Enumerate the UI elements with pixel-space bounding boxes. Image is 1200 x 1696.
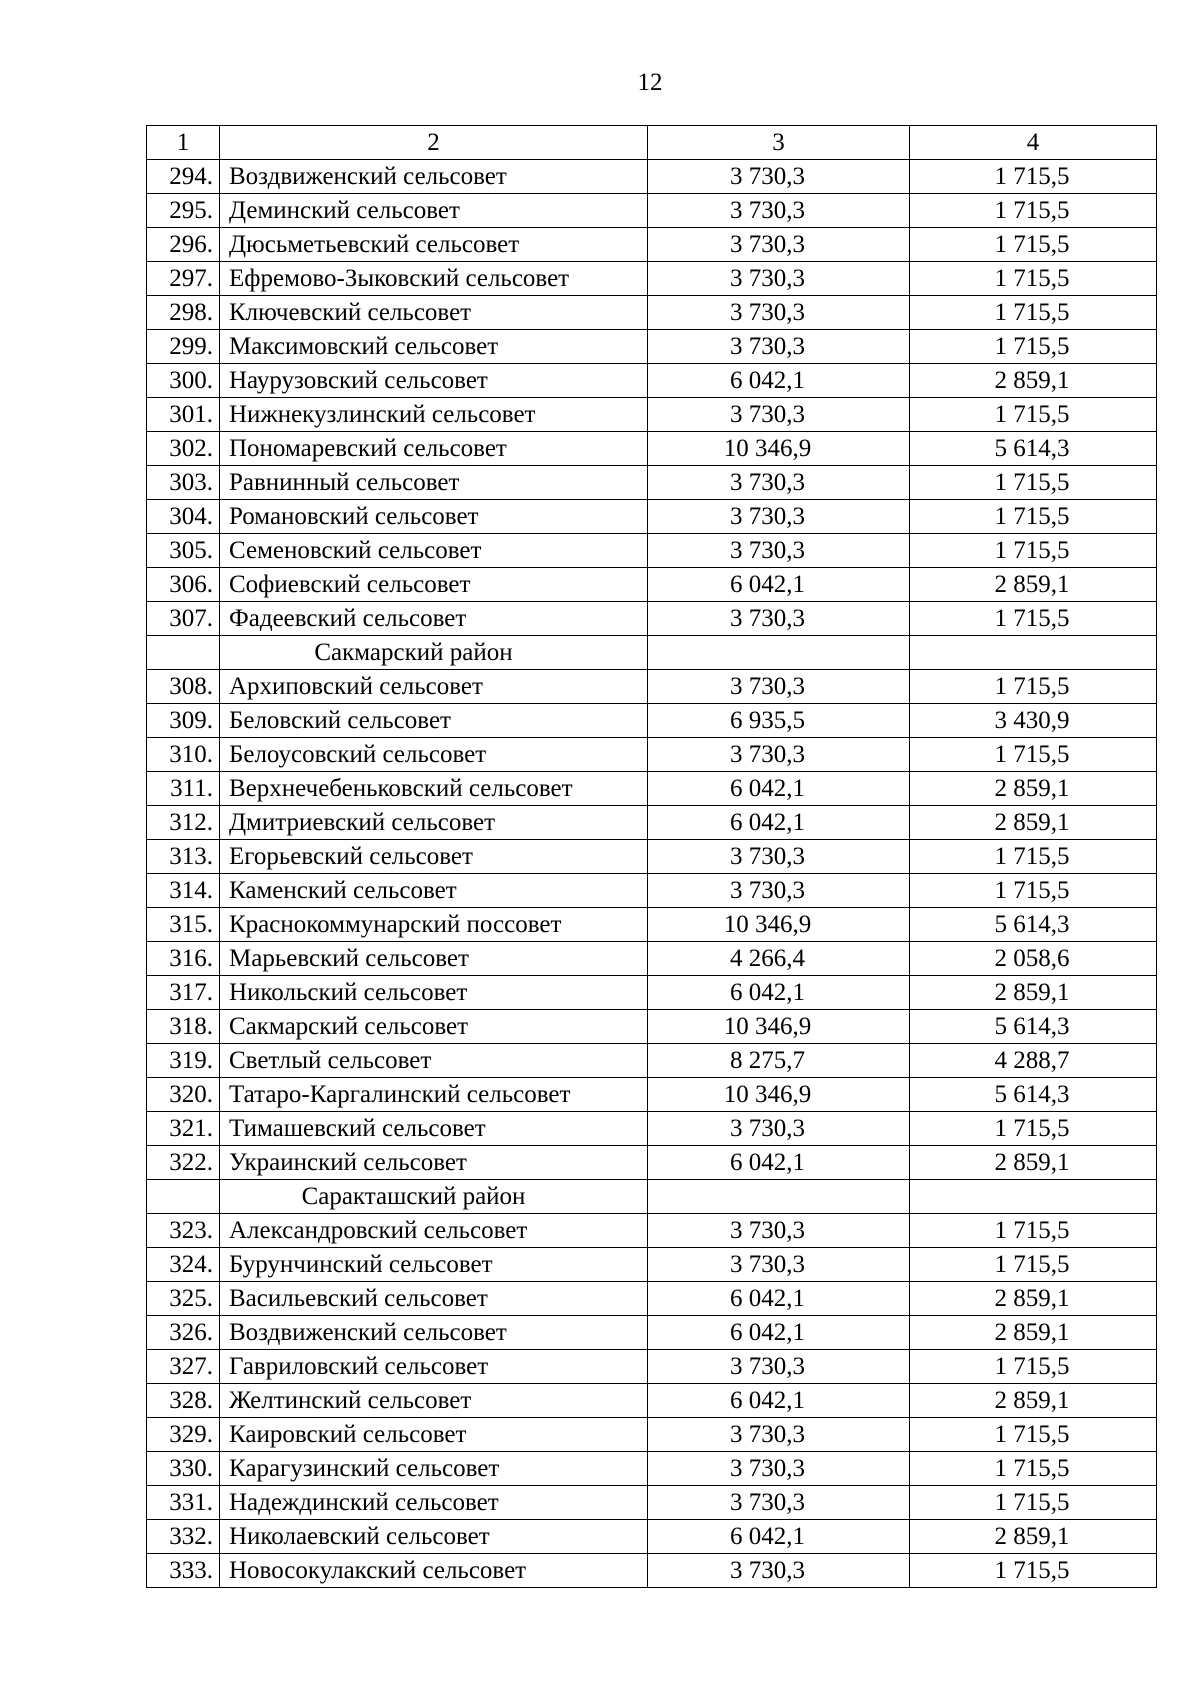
table-row xyxy=(147,806,1157,840)
row-value-col4: 5 614,3 xyxy=(910,1078,1157,1112)
row-value-col4: 1 715,5 xyxy=(910,602,1157,636)
row-name: Верхнечебеньковский сельсовет xyxy=(220,772,648,806)
row-value-col3: 3 730,3 xyxy=(648,1112,910,1146)
table-row xyxy=(147,942,1157,976)
table-row xyxy=(147,1078,1157,1112)
row-number: 331. xyxy=(147,1486,220,1520)
row-number: 333. xyxy=(147,1554,220,1588)
row-name: Дмитриевский сельсовет xyxy=(220,806,648,840)
row-value-col4: 1 715,5 xyxy=(910,1112,1157,1146)
row-number: 311. xyxy=(147,772,220,806)
row-number: 317. xyxy=(147,976,220,1010)
row-value-col3: 6 042,1 xyxy=(648,1520,910,1554)
row-value-col4: 1 715,5 xyxy=(910,1486,1157,1520)
row-name: Украинский сельсовет xyxy=(220,1146,648,1180)
row-value-col3: 3 730,3 xyxy=(648,534,910,568)
district-empty-cell xyxy=(910,1180,1157,1214)
table-row xyxy=(147,466,1157,500)
row-name: Марьевский сельсовет xyxy=(220,942,648,976)
table-row xyxy=(147,194,1157,228)
row-value-col3: 3 730,3 xyxy=(648,670,910,704)
row-name: Максимовский сельсовет xyxy=(220,330,648,364)
row-name: Фадеевский сельсовет xyxy=(220,602,648,636)
table-row xyxy=(147,1146,1157,1180)
row-number: 316. xyxy=(147,942,220,976)
row-name: Равнинный сельсовет xyxy=(220,466,648,500)
table-row xyxy=(147,1112,1157,1146)
row-value-col4: 5 614,3 xyxy=(910,908,1157,942)
row-value-col4: 5 614,3 xyxy=(910,1010,1157,1044)
row-value-col4: 2 859,1 xyxy=(910,1146,1157,1180)
row-value-col3: 3 730,3 xyxy=(648,194,910,228)
row-number: 302. xyxy=(147,432,220,466)
row-value-col4: 1 715,5 xyxy=(910,840,1157,874)
row-number: 326. xyxy=(147,1316,220,1350)
table-body xyxy=(147,126,1157,1588)
row-value-col4: 2 859,1 xyxy=(910,568,1157,602)
table-header-row xyxy=(147,126,1157,160)
district-empty-cell xyxy=(648,1180,910,1214)
row-value-col3: 3 730,3 xyxy=(648,1452,910,1486)
table-row xyxy=(147,976,1157,1010)
row-number: 300. xyxy=(147,364,220,398)
row-value-col3: 3 730,3 xyxy=(648,1418,910,1452)
row-value-col3: 3 730,3 xyxy=(648,500,910,534)
row-value-col4: 1 715,5 xyxy=(910,738,1157,772)
table-row xyxy=(147,1486,1157,1520)
table-row xyxy=(147,1044,1157,1078)
row-number: 330. xyxy=(147,1452,220,1486)
row-number: 332. xyxy=(147,1520,220,1554)
table-row xyxy=(147,772,1157,806)
row-value-col4: 1 715,5 xyxy=(910,1554,1157,1588)
row-number: 315. xyxy=(147,908,220,942)
row-name: Каировский сельсовет xyxy=(220,1418,648,1452)
row-value-col3: 6 042,1 xyxy=(648,568,910,602)
table-row xyxy=(147,1214,1157,1248)
table-row xyxy=(147,296,1157,330)
header-col-2: 2 xyxy=(220,126,648,160)
row-value-col4: 2 859,1 xyxy=(910,1316,1157,1350)
row-value-col4: 2 058,6 xyxy=(910,942,1157,976)
table-row xyxy=(147,228,1157,262)
table-row xyxy=(147,1418,1157,1452)
row-number: 314. xyxy=(147,874,220,908)
row-value-col3: 3 730,3 xyxy=(648,160,910,194)
row-value-col4: 1 715,5 xyxy=(910,1452,1157,1486)
row-name: Светлый сельсовет xyxy=(220,1044,648,1078)
row-number: 299. xyxy=(147,330,220,364)
row-value-col3: 6 042,1 xyxy=(648,1384,910,1418)
row-name: Гавриловский сельсовет xyxy=(220,1350,648,1384)
row-number: 297. xyxy=(147,262,220,296)
row-name: Дюсьметьевский сельсовет xyxy=(220,228,648,262)
row-name: Романовский сельсовет xyxy=(220,500,648,534)
row-value-col4: 1 715,5 xyxy=(910,1350,1157,1384)
row-number: 303. xyxy=(147,466,220,500)
row-value-col3: 3 730,3 xyxy=(648,840,910,874)
row-name: Александровский сельсовет xyxy=(220,1214,648,1248)
table-row xyxy=(147,908,1157,942)
district-header-row xyxy=(147,636,1157,670)
table-row xyxy=(147,1316,1157,1350)
row-number: 306. xyxy=(147,568,220,602)
row-value-col4: 2 859,1 xyxy=(910,772,1157,806)
row-value-col3: 10 346,9 xyxy=(648,1078,910,1112)
row-value-col4: 1 715,5 xyxy=(910,874,1157,908)
row-name: Деминский сельсовет xyxy=(220,194,648,228)
row-number: 310. xyxy=(147,738,220,772)
row-value-col3: 3 730,3 xyxy=(648,466,910,500)
table-row xyxy=(147,534,1157,568)
row-value-col4: 1 715,5 xyxy=(910,194,1157,228)
row-value-col4: 1 715,5 xyxy=(910,500,1157,534)
row-value-col4: 1 715,5 xyxy=(910,534,1157,568)
row-number: 295. xyxy=(147,194,220,228)
row-value-col3: 3 730,3 xyxy=(648,398,910,432)
row-value-col4: 2 859,1 xyxy=(910,1282,1157,1316)
row-name: Каменский сельсовет xyxy=(220,874,648,908)
table-row xyxy=(147,738,1157,772)
row-value-col3: 3 730,3 xyxy=(648,1350,910,1384)
row-value-col4: 2 859,1 xyxy=(910,1520,1157,1554)
row-name: Сакмарский сельсовет xyxy=(220,1010,648,1044)
row-number: 309. xyxy=(147,704,220,738)
row-name: Ключевский сельсовет xyxy=(220,296,648,330)
row-name: Краснокоммунарский поссовет xyxy=(220,908,648,942)
row-name: Софиевский сельсовет xyxy=(220,568,648,602)
row-name: Васильевский сельсовет xyxy=(220,1282,648,1316)
row-name: Белоусовский сельсовет xyxy=(220,738,648,772)
row-number: 296. xyxy=(147,228,220,262)
district-name: Саракташский район xyxy=(220,1180,648,1214)
row-name: Желтинский сельсовет xyxy=(220,1384,648,1418)
row-number: 324. xyxy=(147,1248,220,1282)
row-value-col3: 3 730,3 xyxy=(648,1486,910,1520)
row-number: 322. xyxy=(147,1146,220,1180)
table-row xyxy=(147,840,1157,874)
row-name: Бурунчинский сельсовет xyxy=(220,1248,648,1282)
row-value-col4: 2 859,1 xyxy=(910,1384,1157,1418)
row-number: 325. xyxy=(147,1282,220,1316)
district-empty-cell xyxy=(910,636,1157,670)
row-value-col3: 3 730,3 xyxy=(648,1214,910,1248)
row-value-col4: 2 859,1 xyxy=(910,364,1157,398)
row-name: Егорьевский сельсовет xyxy=(220,840,648,874)
table-row xyxy=(147,262,1157,296)
row-value-col3: 10 346,9 xyxy=(648,432,910,466)
table-row xyxy=(147,330,1157,364)
row-value-col3: 6 042,1 xyxy=(648,1316,910,1350)
row-name: Пономаревский сельсовет xyxy=(220,432,648,466)
district-empty-cell xyxy=(648,636,910,670)
row-number: 307. xyxy=(147,602,220,636)
row-number: 308. xyxy=(147,670,220,704)
allocation-table xyxy=(146,125,1157,1588)
row-value-col3: 3 730,3 xyxy=(648,296,910,330)
row-number: 305. xyxy=(147,534,220,568)
row-number: 313. xyxy=(147,840,220,874)
row-name: Воздвиженский сельсовет xyxy=(220,160,648,194)
row-name: Нижнекузлинский сельсовет xyxy=(220,398,648,432)
district-name: Сакмарский район xyxy=(220,636,648,670)
row-name: Ефремово-Зыковский сельсовет xyxy=(220,262,648,296)
row-value-col3: 3 730,3 xyxy=(648,738,910,772)
row-value-col4: 4 288,7 xyxy=(910,1044,1157,1078)
row-value-col3: 6 042,1 xyxy=(648,806,910,840)
row-name: Беловский сельсовет xyxy=(220,704,648,738)
row-number: 312. xyxy=(147,806,220,840)
table-row xyxy=(147,1282,1157,1316)
row-number: 321. xyxy=(147,1112,220,1146)
header-col-4: 4 xyxy=(910,126,1157,160)
row-value-col4: 1 715,5 xyxy=(910,330,1157,364)
row-name: Николаевский сельсовет xyxy=(220,1520,648,1554)
row-value-col3: 3 730,3 xyxy=(648,262,910,296)
page-number: 12 xyxy=(637,69,663,96)
table-row xyxy=(147,500,1157,534)
row-name: Наурузовский сельсовет xyxy=(220,364,648,398)
row-number: 294. xyxy=(147,160,220,194)
row-value-col4: 1 715,5 xyxy=(910,1418,1157,1452)
table-row xyxy=(147,568,1157,602)
row-number: 301. xyxy=(147,398,220,432)
row-name: Татаро-Каргалинский сельсовет xyxy=(220,1078,648,1112)
row-number: 320. xyxy=(147,1078,220,1112)
row-value-col4: 1 715,5 xyxy=(910,670,1157,704)
row-value-col3: 3 730,3 xyxy=(648,874,910,908)
row-value-col3: 3 730,3 xyxy=(648,602,910,636)
table-row xyxy=(147,1452,1157,1486)
row-number: 327. xyxy=(147,1350,220,1384)
row-value-col3: 6 042,1 xyxy=(648,1282,910,1316)
row-number: 323. xyxy=(147,1214,220,1248)
row-value-col3: 10 346,9 xyxy=(648,908,910,942)
table-row xyxy=(147,398,1157,432)
table-row xyxy=(147,1384,1157,1418)
row-value-col3: 3 730,3 xyxy=(648,1554,910,1588)
row-value-col3: 6 042,1 xyxy=(648,976,910,1010)
row-value-col3: 3 730,3 xyxy=(648,228,910,262)
row-name: Тимашевский сельсовет xyxy=(220,1112,648,1146)
row-name: Семеновский сельсовет xyxy=(220,534,648,568)
row-value-col4: 5 614,3 xyxy=(910,432,1157,466)
table-row xyxy=(147,160,1157,194)
row-name: Надеждинский сельсовет xyxy=(220,1486,648,1520)
table-row xyxy=(147,874,1157,908)
row-value-col4: 1 715,5 xyxy=(910,160,1157,194)
row-value-col3: 6 935,5 xyxy=(648,704,910,738)
row-value-col3: 6 042,1 xyxy=(648,1146,910,1180)
table-row xyxy=(147,1554,1157,1588)
table-row xyxy=(147,1010,1157,1044)
row-number: 328. xyxy=(147,1384,220,1418)
row-name: Архиповский сельсовет xyxy=(220,670,648,704)
table-row xyxy=(147,670,1157,704)
table-row xyxy=(147,1350,1157,1384)
row-number: 319. xyxy=(147,1044,220,1078)
row-value-col3: 8 275,7 xyxy=(648,1044,910,1078)
row-value-col4: 1 715,5 xyxy=(910,296,1157,330)
table-row xyxy=(147,364,1157,398)
row-value-col4: 1 715,5 xyxy=(910,398,1157,432)
row-number: 298. xyxy=(147,296,220,330)
row-value-col4: 1 715,5 xyxy=(910,1248,1157,1282)
row-value-col3: 6 042,1 xyxy=(648,364,910,398)
row-value-col3: 10 346,9 xyxy=(648,1010,910,1044)
row-name: Никольский сельсовет xyxy=(220,976,648,1010)
row-value-col4: 1 715,5 xyxy=(910,1214,1157,1248)
district-empty-cell xyxy=(147,636,220,670)
table-row xyxy=(147,602,1157,636)
table-row xyxy=(147,1520,1157,1554)
row-number: 304. xyxy=(147,500,220,534)
district-empty-cell xyxy=(147,1180,220,1214)
row-value-col3: 3 730,3 xyxy=(648,330,910,364)
district-header-row xyxy=(147,1180,1157,1214)
row-value-col3: 3 730,3 xyxy=(648,1248,910,1282)
table-row xyxy=(147,704,1157,738)
row-value-col4: 2 859,1 xyxy=(910,976,1157,1010)
row-value-col3: 4 266,4 xyxy=(648,942,910,976)
table-row xyxy=(147,432,1157,466)
row-value-col4: 1 715,5 xyxy=(910,262,1157,296)
row-value-col4: 1 715,5 xyxy=(910,228,1157,262)
row-number: 329. xyxy=(147,1418,220,1452)
row-name: Воздвиженский сельсовет xyxy=(220,1316,648,1350)
header-col-1: 1 xyxy=(147,126,220,160)
row-number: 318. xyxy=(147,1010,220,1044)
row-value-col4: 2 859,1 xyxy=(910,806,1157,840)
row-name: Новосокулакский сельсовет xyxy=(220,1554,648,1588)
header-col-3: 3 xyxy=(648,126,910,160)
table-row xyxy=(147,1248,1157,1282)
row-name: Карагузинский сельсовет xyxy=(220,1452,648,1486)
row-value-col4: 1 715,5 xyxy=(910,466,1157,500)
row-value-col4: 3 430,9 xyxy=(910,704,1157,738)
row-value-col3: 6 042,1 xyxy=(648,772,910,806)
